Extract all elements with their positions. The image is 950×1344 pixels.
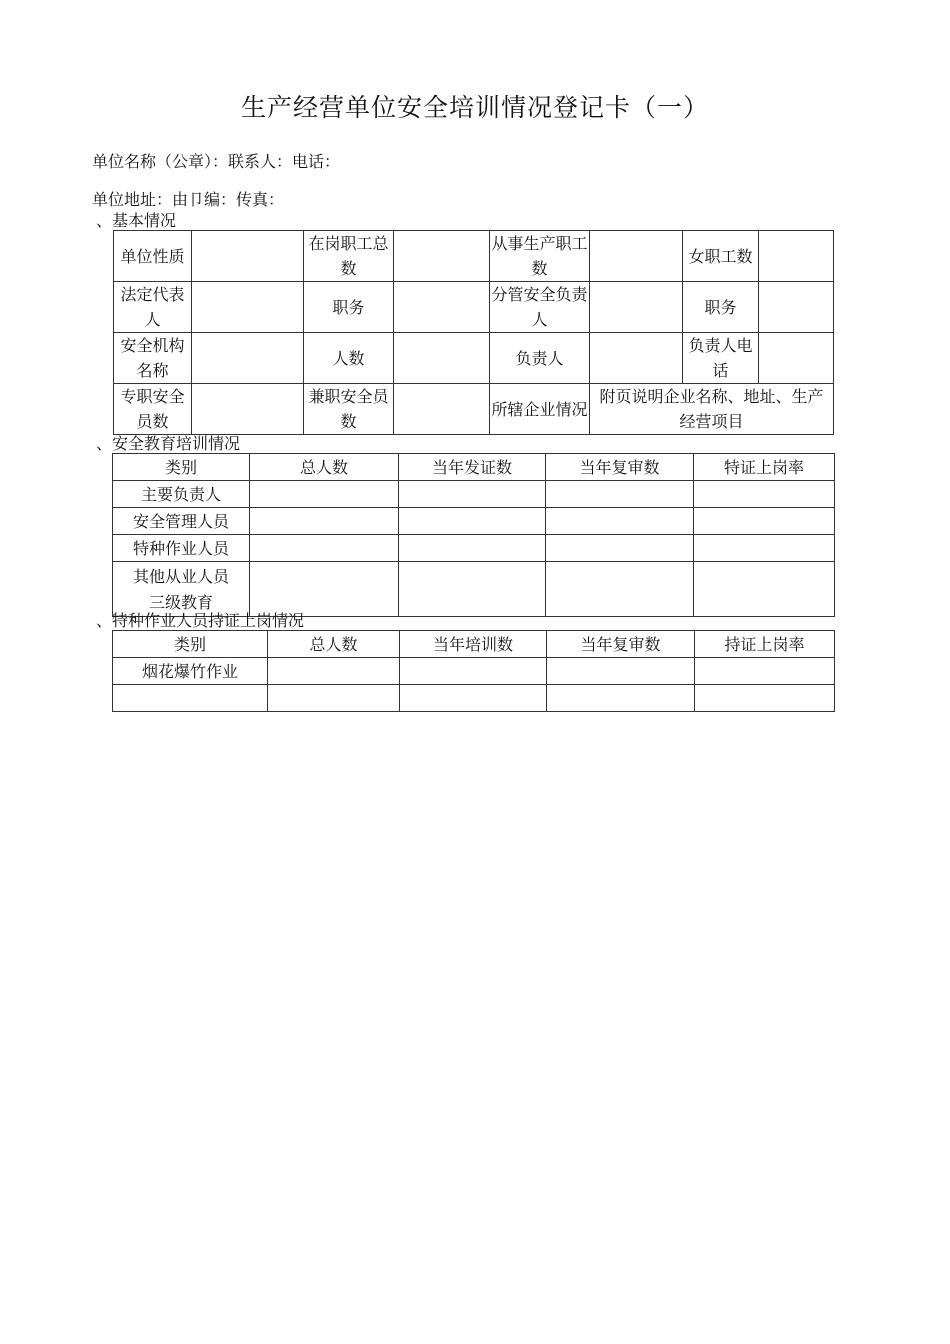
input-cell[interactable] [759,231,834,282]
label-cell: 人数 [304,333,394,384]
column-header: 总人数 [250,454,399,481]
page-title: 生产经营单位安全培训情况登记卡（一） [240,93,709,122]
label-cell: 女职工数 [683,231,759,282]
label-cell: 职务 [304,282,394,333]
unit-address-line: 单位地址：由卩编：传真： [92,190,285,209]
row-label: 安全管理人员 [113,508,250,535]
column-header: 特证上岗率 [694,454,835,481]
input-cell[interactable] [546,481,694,508]
table-row [113,481,835,508]
input-cell[interactable] [590,333,683,384]
label-cell: 职务 [683,282,759,333]
column-header: 当年培训数 [400,631,547,658]
input-cell[interactable] [590,231,683,282]
input-cell[interactable] [394,231,490,282]
section-special-heading: 、特种作业人员持证上岗情况 [96,611,305,630]
input-cell[interactable] [250,562,399,617]
basic-info-table [113,230,834,435]
column-header: 当年复审数 [546,454,694,481]
input-cell[interactable] [547,685,695,712]
row-label: 其他从业人员三级教育 [113,562,250,617]
input-cell[interactable] [268,658,400,685]
input-cell[interactable] [192,282,304,333]
input-cell[interactable] [399,481,546,508]
table-row [114,333,834,384]
input-cell[interactable] [399,508,546,535]
row-label[interactable] [113,685,268,712]
label-cell: 法定代表人 [114,282,192,333]
input-cell[interactable] [400,658,547,685]
label-cell: 所辖企业情况 [490,384,590,435]
table-row [113,562,835,617]
attachment-note-cell: 附页说明企业名称、地址、生产经营项目 [590,384,834,435]
label-cell: 安全机构名称 [114,333,192,384]
input-cell[interactable] [546,562,694,617]
special-operations-table [112,630,835,712]
column-header: 类别 [113,631,268,658]
input-cell[interactable] [394,384,490,435]
input-cell[interactable] [547,658,695,685]
label-cell: 在岗职工总数 [304,231,394,282]
input-cell[interactable] [250,535,399,562]
input-cell[interactable] [394,333,490,384]
input-cell[interactable] [590,282,683,333]
label-cell: 从事生产职工数 [490,231,590,282]
table-row [113,658,835,685]
label-cell: 负责人 [490,333,590,384]
section-basic-heading: 、基本情况 [96,211,177,230]
input-cell[interactable] [759,333,834,384]
input-cell[interactable] [400,685,547,712]
input-cell[interactable] [759,282,834,333]
training-table [112,453,835,617]
row-label: 烟花爆竹作业 [113,658,268,685]
unit-name-line: 单位名称（公章）：联系人：电话： [92,152,341,171]
table-row [114,384,834,435]
input-cell[interactable] [192,384,304,435]
section-training-heading: 、安全教育培训情况 [96,434,241,453]
label-cell: 分管安全负责人 [490,282,590,333]
input-cell[interactable] [268,685,400,712]
table-header-row [113,454,835,481]
table-header-row [113,631,835,658]
input-cell[interactable] [694,535,835,562]
input-cell[interactable] [694,508,835,535]
label-cell: 专职安全员数 [114,384,192,435]
table-row [113,685,835,712]
label-cell: 单位性质 [114,231,192,282]
table-row [113,508,835,535]
input-cell[interactable] [250,481,399,508]
column-header: 当年发证数 [399,454,546,481]
table-row [114,231,834,282]
input-cell[interactable] [694,562,835,617]
column-header: 总人数 [268,631,400,658]
column-header: 当年复审数 [547,631,695,658]
input-cell[interactable] [694,481,835,508]
column-header: 持证上岗率 [695,631,835,658]
label-cell: 兼职安全员数 [304,384,394,435]
label-cell: 负责人电话 [683,333,759,384]
input-cell[interactable] [192,231,304,282]
input-cell[interactable] [695,658,835,685]
input-cell[interactable] [394,282,490,333]
row-label: 主要负责人 [113,481,250,508]
input-cell[interactable] [399,535,546,562]
input-cell[interactable] [399,562,546,617]
column-header: 类别 [113,454,250,481]
table-row [114,282,834,333]
table-row [113,535,835,562]
input-cell[interactable] [192,333,304,384]
input-cell[interactable] [695,685,835,712]
input-cell[interactable] [546,508,694,535]
input-cell[interactable] [546,535,694,562]
row-label: 特种作业人员 [113,535,250,562]
input-cell[interactable] [250,508,399,535]
